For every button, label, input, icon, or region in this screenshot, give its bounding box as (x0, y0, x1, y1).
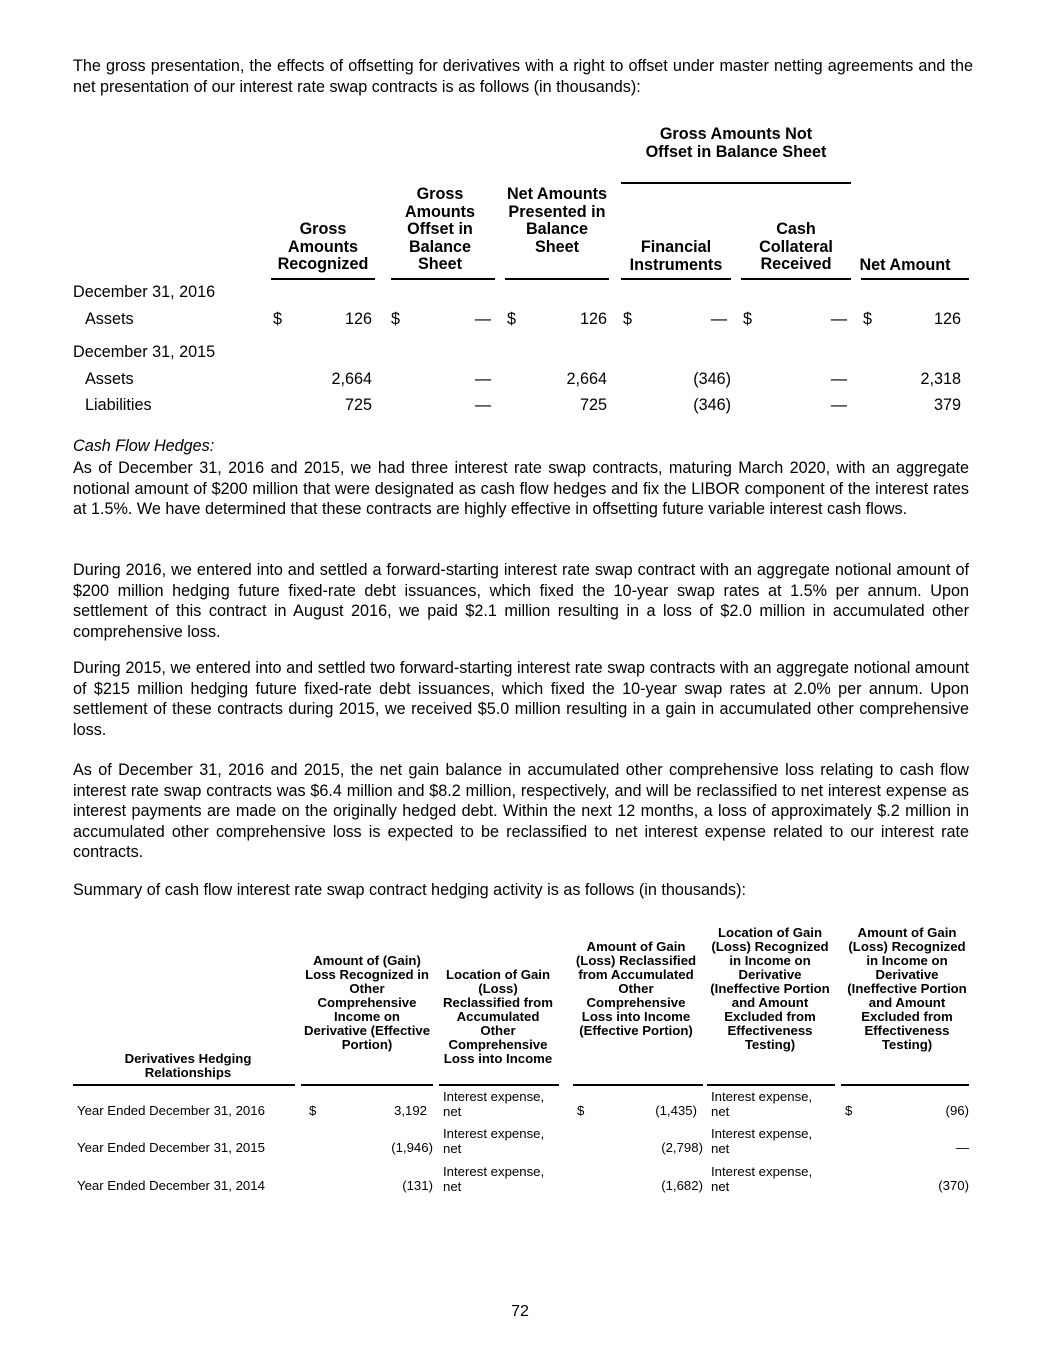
row-label: Year Ended December 31, 2014 (77, 1178, 265, 1193)
paragraph-1: As of December 31, 2016 and 2015, we had three interest rate swap contracts, maturing March 2020, with an aggregate notional amount of $200 million that were designated as cash flow hedges and fix the LIBOR component of the interest rates at 1.5%. We have determined that these contracts are highly effective in offsetting future variable interest cash flows. (73, 459, 969, 518)
cell-net-presented: 2,664 (566, 370, 607, 388)
cell-net-amount: 379 (933, 396, 961, 414)
header-net-presented: Net Amounts Presented in Balance Sheet (506, 185, 608, 256)
cell-location-reclass: Interest expense, net (443, 1126, 545, 1156)
header-oci-amount: Amount of (Gain) Loss Recognized in Other Comprehensive Income on Derivative (Effective Portion) (303, 953, 431, 1052)
header-rule-1 (271, 278, 375, 280)
cell-cash-collateral: — (830, 396, 847, 414)
cell-location-ineffective: Interest expense, net (711, 1089, 813, 1119)
header-ineffective-amount: Amount of Gain (Loss) Recognized in Income on Derivative (Ineffective Portion and Amount Excluded from Effectiveness Testing) (847, 925, 967, 1052)
header-rule-6 (841, 1084, 969, 1086)
cell-oci-amount: (1,946) (391, 1140, 433, 1155)
cell-cash-collateral: — (830, 370, 847, 388)
cell-financial-instruments: (346) (693, 396, 731, 414)
header-gross-not-offset: Gross Amounts Not Offset in Balance Sheet (645, 125, 827, 161)
cell-net-presented: 126 (579, 310, 607, 328)
row-label: Liabilities (85, 396, 152, 414)
cell-location-ineffective: Interest expense, net (711, 1126, 813, 1156)
section-label: December 31, 2015 (73, 343, 216, 361)
cell-gross-offset: — (474, 310, 491, 328)
cell-reclass-amount: (1,435) (655, 1103, 697, 1118)
summary-paragraph: Summary of cash flow interest rate swap contract hedging activity is as follows (in thousands): (73, 881, 746, 899)
header-rule-2 (391, 278, 495, 280)
currency-symbol: $ (391, 310, 401, 328)
row-label: Assets (85, 370, 134, 388)
currency-symbol: $ (845, 1103, 853, 1118)
header-rule-6 (861, 278, 969, 280)
currency-symbol: $ (507, 310, 517, 328)
header-rule-3 (505, 278, 609, 280)
currency-symbol: $ (309, 1103, 317, 1118)
header-gross-recognized: Gross Amounts Recognized (277, 220, 369, 273)
cell-gross-recognized: 725 (344, 396, 372, 414)
header-financial-instruments: Financial Instruments (629, 238, 723, 274)
cash-flow-hedges-heading: Cash Flow Hedges: (73, 437, 215, 455)
cell-location-ineffective: Interest expense, net (711, 1164, 813, 1194)
header-derivatives-hedging: Derivatives Hedging Relationships (124, 1051, 252, 1080)
row-label: Assets (85, 310, 134, 328)
header-gross-offset: Gross Amounts Offset in Balance Sheet (404, 185, 476, 273)
cell-gross-recognized: 126 (344, 310, 372, 328)
header-rule-4 (621, 278, 731, 280)
cell-reclass-amount: (1,682) (661, 1178, 703, 1193)
header-cash-collateral: Cash Collateral Received (759, 220, 833, 273)
row-label: Year Ended December 31, 2015 (77, 1140, 265, 1155)
cell-gross-offset: — (474, 370, 491, 388)
cell-reclass-amount: (2,798) (661, 1140, 703, 1155)
cell-cash-collateral: — (830, 310, 847, 328)
header-rule-3 (439, 1084, 559, 1086)
cell-oci-amount: 3,192 (393, 1103, 427, 1118)
header-reclass-amount: Amount of Gain (Loss) Reclassified from Accumulated Other Comprehensive Loss into Income (Effective Portion) (575, 939, 697, 1038)
cell-net-amount: 126 (933, 310, 961, 328)
cell-net-presented: 725 (579, 396, 607, 414)
group-rule (621, 182, 851, 184)
section-label: December 31, 2016 (73, 283, 216, 301)
cell-ineffective-amount: (96) (945, 1103, 969, 1118)
header-rule-4 (573, 1084, 703, 1086)
cell-ineffective-amount: — (955, 1140, 969, 1155)
cell-oci-amount: (131) (402, 1178, 433, 1193)
cell-net-amount: 2,318 (920, 370, 961, 388)
row-label: Year Ended December 31, 2016 (77, 1103, 265, 1118)
cell-ineffective-amount: (370) (938, 1178, 969, 1193)
paragraph-2: During 2016, we entered into and settled a forward-starting interest rate swap contract with an aggregate notional amount of $200 million hedging future fixed-rate debt issuances, which fixed the 10-year swap rates at 1.5% per annum. Upon settlement of this contract in August 2016, we paid $2.1 million resulting in a loss of $2.0 million in accumulated other comprehensive loss. (73, 561, 969, 641)
cell-gross-offset: — (474, 396, 491, 414)
cell-location-reclass: Interest expense, net (443, 1089, 545, 1119)
page-number: 72 (511, 1303, 529, 1320)
paragraph-3: During 2015, we entered into and settled two forward-starting interest rate swap contracts with an aggregate notional amount of $215 million hedging future fixed-rate debt issuances, which fixed the 10-year swap rates at 2.0% per annum. Upon settlement of these contracts during 2015, we received $5.0 million resulting in a gain in accumulated other comprehensive loss. (73, 659, 969, 739)
currency-symbol: $ (577, 1103, 585, 1118)
header-location-reclass: Location of Gain (Loss) Reclassified from Accumulated Other Comprehensive Loss into Income (443, 967, 553, 1066)
cell-gross-recognized: 2,664 (331, 370, 372, 388)
header-location-ineffective: Location of Gain (Loss) Recognized in Income on Derivative (Ineffective Portion and Amount Excluded from Effectiveness Testing) (710, 925, 830, 1052)
header-rule-1 (73, 1084, 295, 1086)
cell-financial-instruments: (346) (693, 370, 731, 388)
intro-paragraph: The gross presentation, the effects of offsetting for derivatives with a right to offset under master netting agreements and the net presentation of our interest rate swap contracts is as follows (in thousands): (73, 57, 973, 96)
currency-symbol: $ (273, 310, 283, 328)
cell-location-reclass: Interest expense, net (443, 1164, 545, 1194)
paragraph-4: As of December 31, 2016 and 2015, the net gain balance in accumulated other comprehensive loss relating to cash flow interest rate swap contracts was $6.4 million and $8.2 million, respectively, and will be reclassified to net interest expense as interest payments are made on the originally hedged debt. Within the next 12 months, a loss of approximately $.2 million in accumulated other comprehensive loss is expected to be reclassified to net interest expense related to our interest rate contracts. (73, 761, 969, 861)
header-net-amount: Net Amount (859, 256, 951, 274)
currency-symbol: $ (743, 310, 753, 328)
header-rule-5 (741, 278, 851, 280)
header-rule-5 (707, 1084, 835, 1086)
header-rule-2 (301, 1084, 433, 1086)
cell-financial-instruments: — (710, 310, 727, 328)
currency-symbol: $ (863, 310, 873, 328)
currency-symbol: $ (623, 310, 633, 328)
